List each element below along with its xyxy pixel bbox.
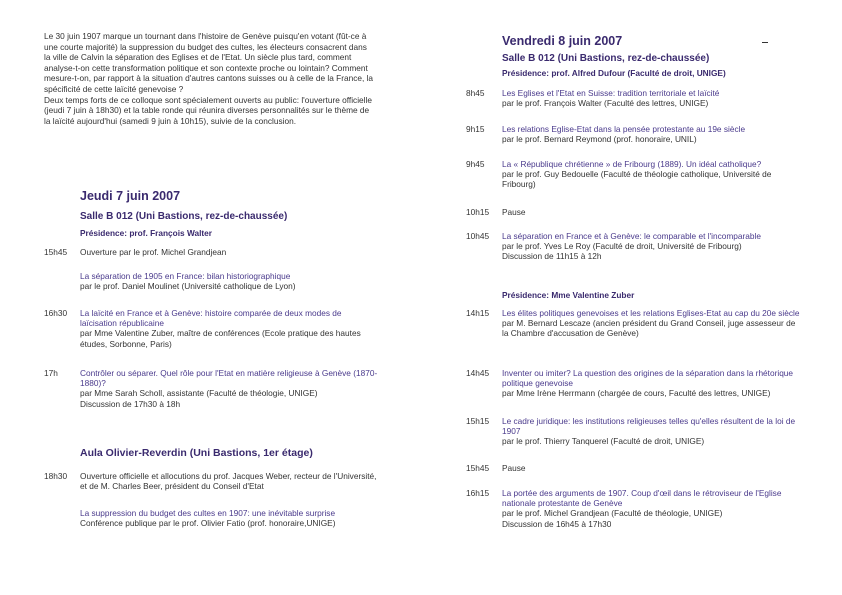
item-sub: Discussion de 11h15 à 12h [502, 251, 602, 262]
program-item [502, 488, 808, 529]
intro-text [44, 31, 374, 126]
time-label: 16h15 [466, 488, 490, 498]
item-title: La séparation de 1905 en France: bilan historiographique [80, 271, 291, 281]
program-item [502, 368, 802, 399]
item-sub: Ouverture par le prof. Michel Grandjean [80, 247, 227, 257]
time-label: 10h15 [466, 207, 490, 217]
item-title: La suppression du budget des cultes en 1907: une inévitable surprise [80, 508, 336, 518]
item-sub: par Mme Irène Herrmann (chargée de cours, Faculté des lettres, UNIGE) [502, 388, 771, 399]
item-sub: Conférence publique par le prof. Olivier Fatio (prof. honoraire,UNIGE) [80, 518, 336, 529]
item-sub: par le prof. Michel Grandjean (Faculté de théologie, UNIGE) [502, 508, 723, 519]
program-item [80, 368, 380, 409]
item-sub: par Mme Valentine Zuber, maître de conférences (Ecole pratique des hautes études, Sorbonne, Paris) [80, 328, 361, 349]
intro-paragraph-2: Deux temps forts de ce colloque sont spécialement ouverts au public: l'ouverture officielle (jeudi 7 juin à 18h30) et la table ronde qui réunira diverses personnalités sur le thème de la laïcité aujourd'hui (samedi 9 juin à 10h15), suivie de la conclusion. [44, 94, 372, 126]
time-label: 18h30 [44, 471, 68, 481]
item-title: Les élites politiques genevoises et les relations Eglises-Etat au cap du 20e siècle [502, 308, 800, 318]
program-item [502, 231, 802, 262]
item-sub: par M. Bernard Lescaze (ancien président du Grand Conseil, juge assesseur de la Chambre d'accusation de Genève) [502, 318, 796, 339]
item-title: La laïcité en France et à Genève: histoire comparée de deux modes de laïcisation républicaine [80, 308, 342, 329]
program-item [80, 471, 380, 491]
item-title: Contrôler ou séparer. Quel rôle pour l'Etat en matière religieuse à Genève (1870-1880)? [80, 368, 378, 389]
item-title: Les relations Eglise-Etat dans la pensée protestante au 19e siècle [502, 124, 746, 134]
item-title: La portée des arguments de 1907. Coup d'œil dans le rétroviseur de l'Eglise nationale protestante de Genève [502, 488, 782, 509]
dash-mark [762, 42, 768, 43]
vendredi-presidence: Présidence: prof. Alfred Dufour (Faculté de droit, UNIGE) [502, 68, 726, 78]
time-label: 14h15 [466, 308, 490, 318]
vendredi-presidence-2: Présidence: Mme Valentine Zuber [502, 290, 635, 300]
program-item [502, 308, 802, 339]
item-sub: Ouverture officielle et allocutions du prof. Jacques Weber, recteur de l'Université, et de M. Charles Beer, président du Conseil d'Etat [80, 471, 377, 492]
time-label: 14h45 [466, 368, 490, 378]
time-label: 17h [44, 368, 58, 378]
item-sub: Discussion de 17h30 à 18h [80, 398, 181, 409]
item-sub: par le prof. Guy Bedouelle (Faculté de théologie catholique, Université de Fribourg) [502, 169, 772, 190]
time-label: 15h45 [44, 247, 68, 257]
intro-paragraph-1: Le 30 juin 1907 marque un tournant dans l'histoire de Genève puisqu'en votant (fût-ce à une courte majorité) la suppression du budget des cultes, les électeurs consacrent dans la ville de Calvin la séparation des Eglises et de l'Etat. Un siècle plus tard, comment analyse-t-on cette transformation politique et son contexte proche ou lointain? Comment mesure-t-on, par rapport à la situation d'autres cantons suisses ou à celle de la France, la spécificité de cette laïcité genevoise ? [44, 31, 374, 94]
time-label: 9h45 [466, 159, 485, 169]
item-title: Le cadre juridique: les institutions religieuses telles qu'elles résultent de la loi de 1907 [502, 416, 796, 437]
time-label: 16h30 [44, 308, 68, 318]
program-item [80, 247, 380, 257]
item-sub: Pause [502, 463, 526, 473]
program-item [502, 124, 802, 144]
program-item [502, 207, 802, 217]
item-sub: par le prof. Thierry Tanquerel (Faculté de droit, UNIGE) [502, 436, 705, 447]
time-label: 9h15 [466, 124, 485, 134]
program-item [80, 271, 380, 291]
item-sub: par le prof. Bernard Reymond (prof. honoraire, UNIL) [502, 134, 697, 145]
program-item [80, 508, 390, 528]
item-sub: Pause [502, 207, 526, 217]
item-title: Les Eglises et l'Etat en Suisse: tradition territoriale et laïcité [502, 88, 720, 98]
jeudi-room: Salle B 012 (Uni Bastions, rez-de-chaussée) [80, 211, 288, 222]
item-title: Inventer ou imiter? La question des origines de la séparation dans la rhétorique politique genevoise [502, 368, 794, 389]
item-sub: par le prof. Daniel Moulinet (Université catholique de Lyon) [80, 281, 296, 292]
item-title: La séparation en France et à Genève: le comparable et l'incomparable [502, 231, 761, 241]
program-item [502, 463, 802, 473]
jeudi-title: Jeudi 7 juin 2007 [80, 189, 181, 203]
program-item [502, 416, 802, 447]
program-item [502, 88, 802, 108]
program-item [80, 308, 380, 349]
program-item [502, 159, 802, 190]
item-sub: par le prof. Yves Le Roy (Faculté de droit, Université de Fribourg) [502, 241, 742, 252]
vendredi-title: Vendredi 8 juin 2007 [502, 34, 623, 48]
jeudi-presidence: Présidence: prof. François Walter [80, 228, 213, 238]
time-label: 10h45 [466, 231, 490, 241]
aula-title: Aula Olivier-Reverdin (Uni Bastions, 1er étage) [80, 447, 313, 459]
item-sub: par le prof. François Walter (Faculté des lettres, UNIGE) [502, 98, 709, 109]
item-sub: par Mme Sarah Scholl, assistante (Faculté de théologie, UNIGE) [80, 388, 318, 399]
item-title: La « République chrétienne » de Fribourg (1889). Un idéal catholique? [502, 159, 762, 169]
time-label: 15h45 [466, 463, 490, 473]
vendredi-room: Salle B 012 (Uni Bastions, rez-de-chaussée) [502, 53, 710, 64]
time-label: 8h45 [466, 88, 485, 98]
time-label: 15h15 [466, 416, 490, 426]
item-sub: Discussion de 16h45 à 17h30 [502, 518, 612, 529]
